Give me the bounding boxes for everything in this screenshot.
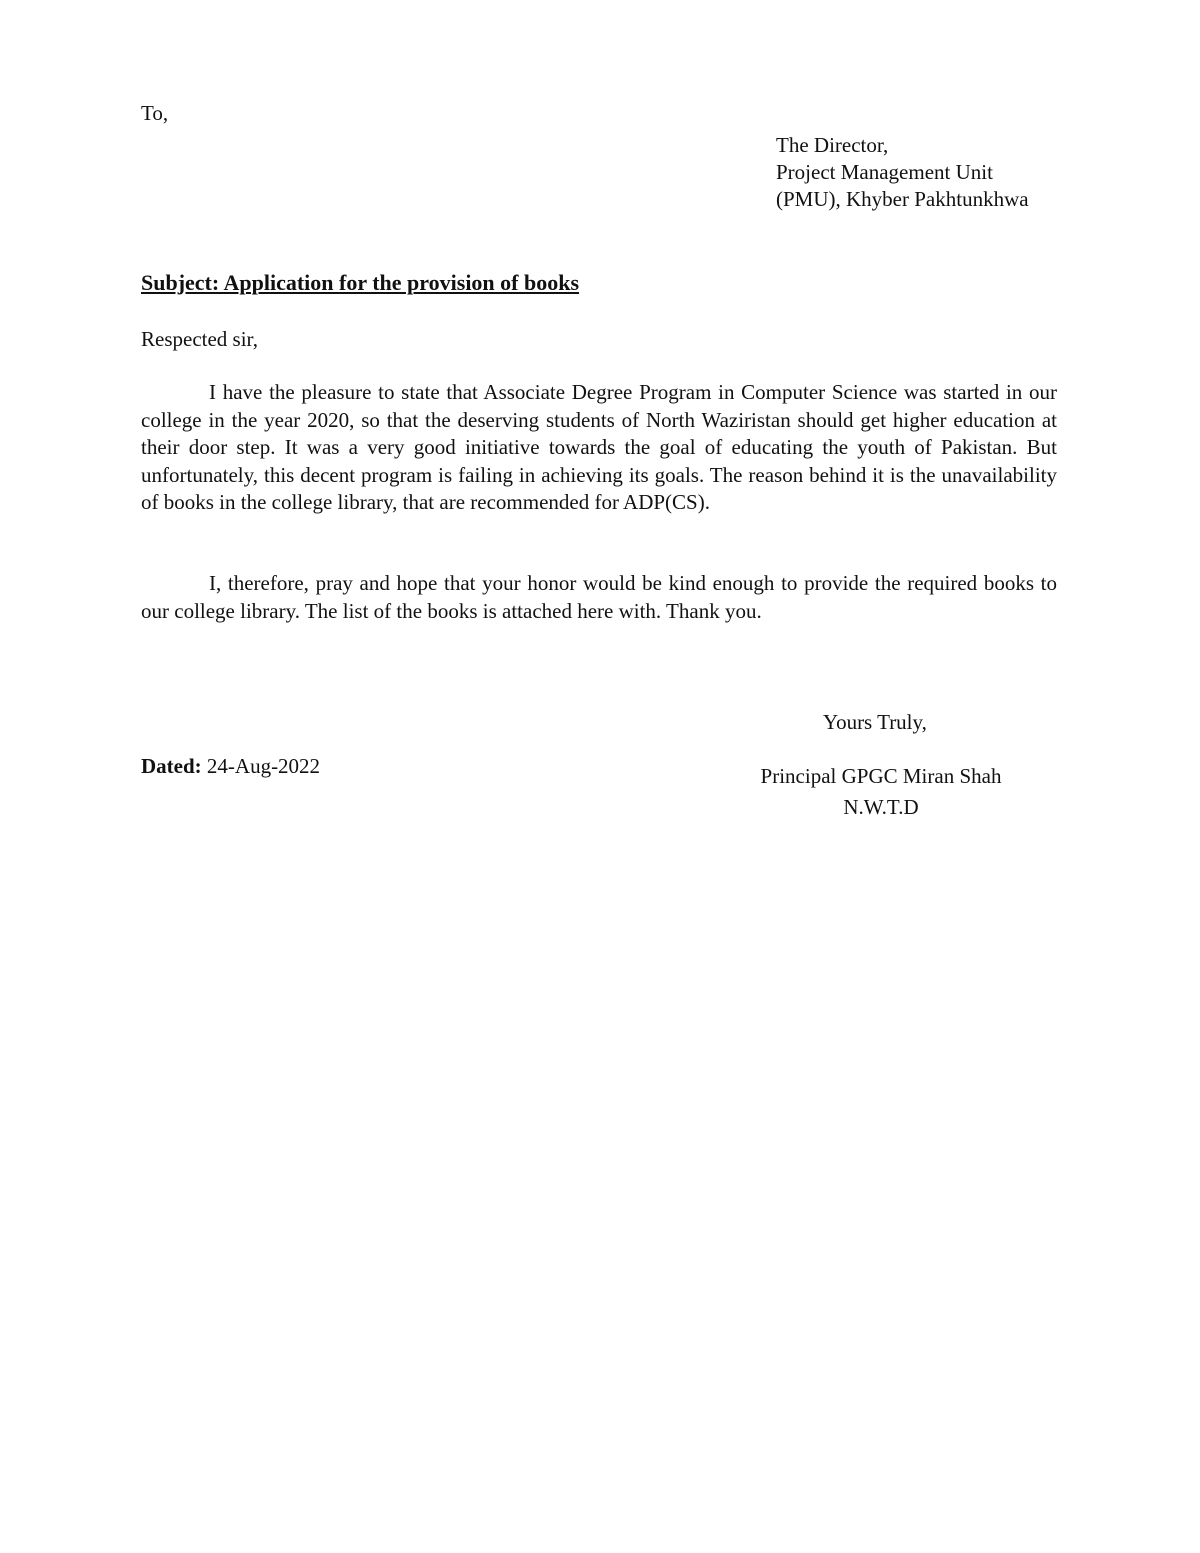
closing: Yours Truly, [823,710,927,734]
recipient-address [776,132,1029,213]
subject-line: Subject: Application for the provision of books [141,270,580,295]
salutation-to: To, [141,101,169,125]
greeting: Respected sir, [141,327,258,351]
recipient-line-organization: Project Management Unit [776,160,993,184]
signature-block [736,761,1026,823]
signature-location: N.W.T.D [843,795,919,819]
body-paragraph-1: I have the pleasure to state that Associate Degree Program in Computer Science was started in our college in the year 2020, so that the deserving students of North Waziristan should get higher education at their door step. It was a very good initiative towards the goal of educating the youth of Pakistan. But unfortunately, this decent program is failing in achieving its goals. The reason behind it is the unavailability of books in the college library, that are recommended for ADP(CS). [141,380,1057,514]
body-paragraph-2: I, therefore, pray and hope that your honor would be kind enough to provide the required books to our college library. The list of the books is attached here with. Thank you. [141,571,1057,623]
recipient-line-region: (PMU), Khyber Pakhtunkhwa [776,187,1029,211]
date-label: Dated: [141,754,202,778]
signature-title: Principal GPGC Miran Shah [760,764,1002,788]
date-value: 24-Aug-2022 [201,754,321,778]
recipient-line-title: The Director, [776,133,889,157]
date-line [141,754,320,779]
